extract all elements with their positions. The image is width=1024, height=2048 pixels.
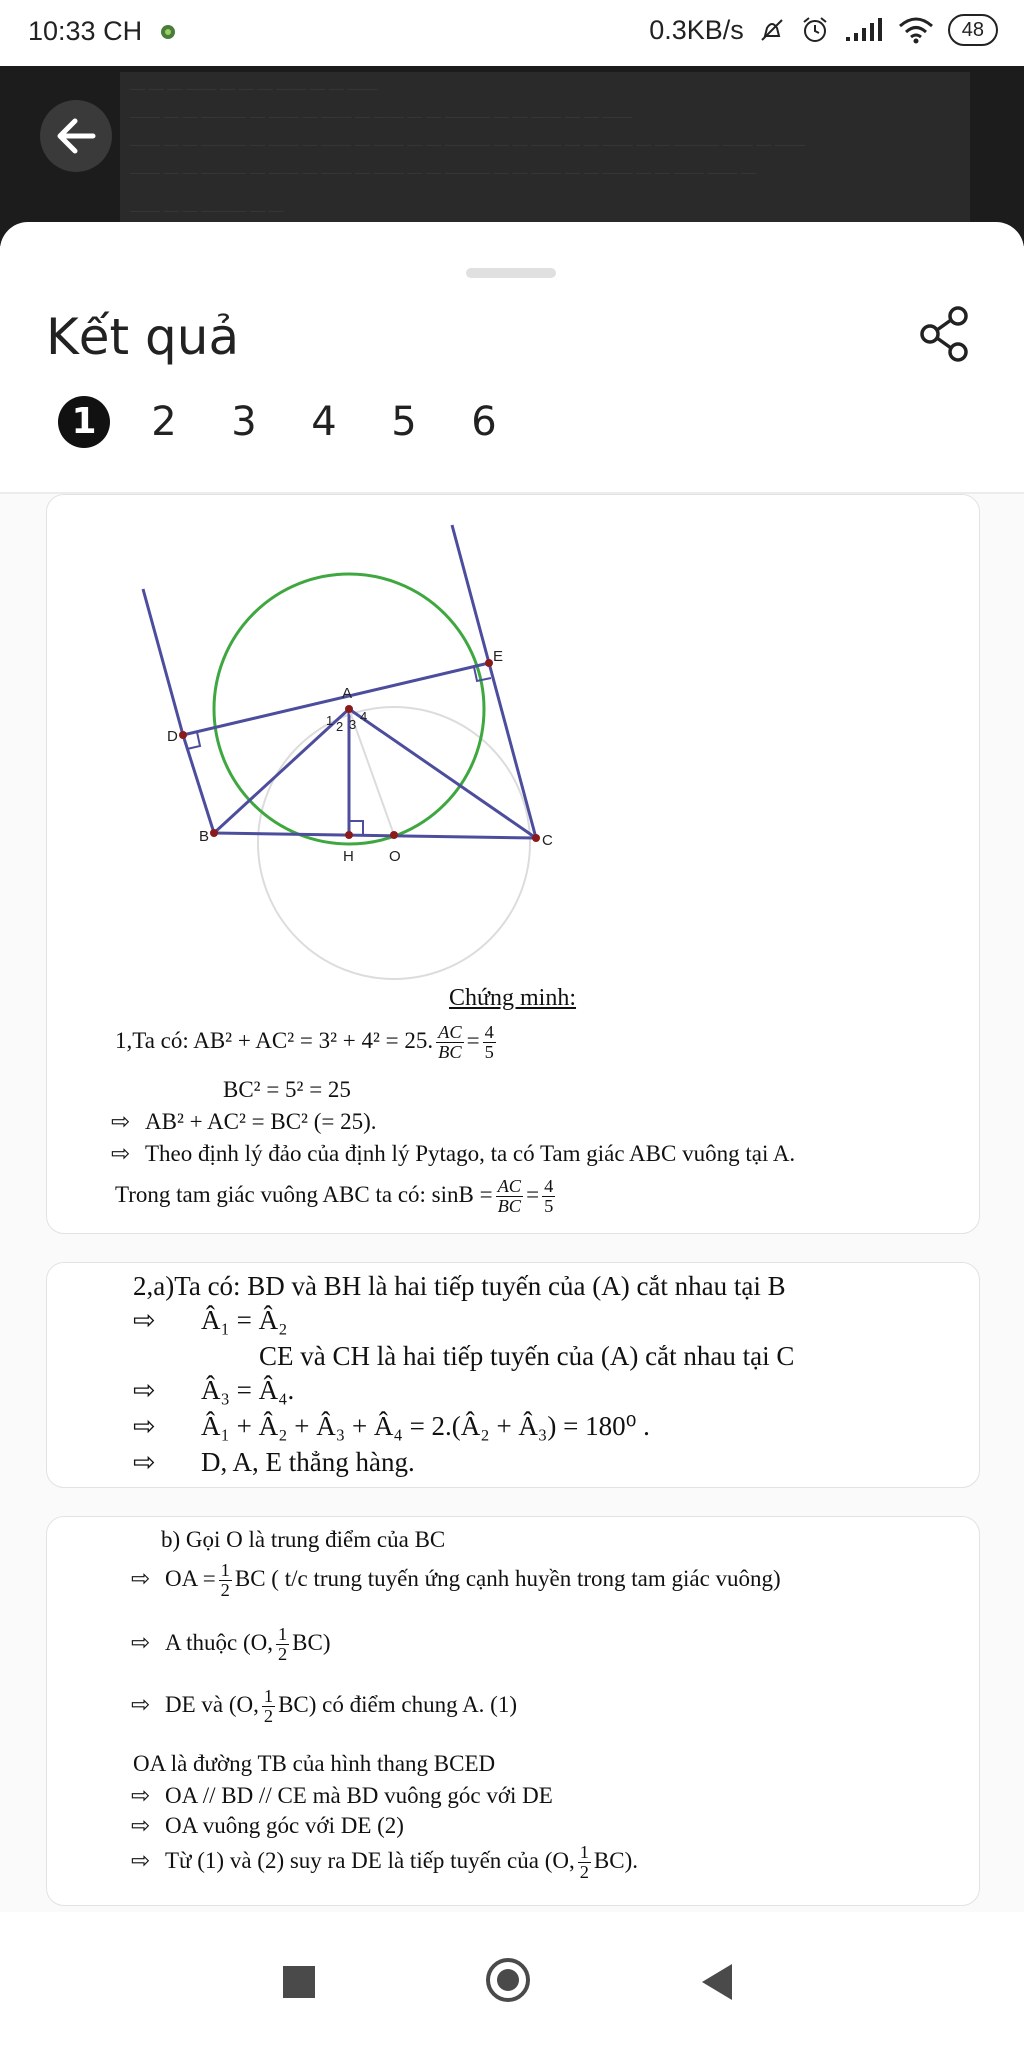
angle-label-2: 2 bbox=[336, 719, 344, 734]
solution-card-2 bbox=[46, 1262, 980, 1488]
arrow-right-icon: ⇨ bbox=[111, 1141, 131, 1166]
part2b-line-7: ⇨ OA vuông góc với DE (2) bbox=[131, 1813, 404, 1838]
arrow-right-icon: ⇨ bbox=[131, 1630, 151, 1656]
arrow-left-icon bbox=[53, 113, 99, 159]
recent-apps-button[interactable] bbox=[283, 1966, 315, 1998]
proof-line-1: 1,Ta có: AB² + AC² = 3² + 4² = 25. $\frac{AC}{BC}$ = $\frac{4}{5}$ bbox=[115, 1022, 494, 1063]
arrow-right-icon: ⇨ bbox=[133, 1305, 156, 1335]
angle-label-4: 4 bbox=[360, 709, 368, 724]
tab-4[interactable]: 4 bbox=[311, 399, 337, 445]
home-button[interactable] bbox=[486, 1958, 530, 2002]
mute-icon bbox=[758, 16, 786, 44]
alarm-icon bbox=[800, 15, 830, 45]
arrow-right-icon: ⇨ bbox=[133, 1447, 156, 1477]
app-notification-icon bbox=[160, 24, 176, 40]
tab-6[interactable]: 6 bbox=[471, 399, 497, 445]
status-time: 10:33 CH bbox=[28, 16, 143, 46]
label-h: H bbox=[343, 848, 354, 865]
result-tabs bbox=[44, 394, 524, 450]
point-e bbox=[485, 659, 493, 667]
fraction-4-5: $\frac{4}{5}$ bbox=[484, 1022, 494, 1063]
proof-heading: Chứng minh: bbox=[449, 985, 577, 1011]
part2b-line-1: b) Gọi O là trung điểm của BC bbox=[161, 1527, 446, 1552]
arrow-right-icon: ⇨ bbox=[131, 1813, 151, 1838]
tab-1[interactable]: 1 bbox=[44, 394, 124, 450]
page-title: Kết quả bbox=[46, 308, 240, 366]
back-button[interactable] bbox=[40, 100, 112, 172]
arrow-right-icon: ⇨ bbox=[131, 1692, 151, 1718]
line-bc bbox=[214, 833, 536, 838]
battery-indicator: 48 bbox=[948, 14, 998, 46]
angle-label-1: 1 bbox=[326, 713, 334, 728]
part2b-line-3: ⇨ A thuộc (O, $\frac{1}{2}$ BC) bbox=[131, 1624, 331, 1665]
tab-2[interactable]: 2 bbox=[151, 399, 177, 445]
part2a-line-2: ⇨ Â₁ = Â₂ bbox=[133, 1305, 288, 1335]
arrow-right-icon: ⇨ bbox=[133, 1375, 156, 1405]
arrow-right-icon: ⇨ bbox=[111, 1109, 131, 1134]
fraction-ac-bc: $\frac{AC}{BC}$ bbox=[438, 1022, 462, 1063]
point-b bbox=[210, 829, 218, 837]
background-document-preview: — — — —— — — — —— — — —— —— — — ——— — —— — —— — —— — — ——— — — —— — — —— —— — — ——— — —— — —— — —— — — ——— — — —— — — —— — — ——— —— — —— —— — — ——— — —— — —— — —— — — ——— — — —— — — —— — — —— —— — —— — — ——— — — bbox=[0, 66, 1024, 246]
point-c bbox=[532, 834, 540, 842]
part2a-line-6: ⇨ D, A, E thẳng hàng. bbox=[133, 1447, 415, 1477]
circle-o bbox=[258, 707, 530, 979]
part2a-line-3: CE và CH là hai tiếp tuyến của (A) cắt nhau tại C bbox=[259, 1341, 795, 1371]
label-a: A bbox=[342, 685, 353, 702]
proof-line-4: ⇨ Theo định lý đảo của định lý Pytago, ta có Tam giác ABC vuông tại A. bbox=[111, 1141, 796, 1166]
part2b-line-5: OA là đường TB của hình thang BCED bbox=[133, 1751, 496, 1776]
arrow-right-icon: ⇨ bbox=[131, 1783, 151, 1808]
point-h bbox=[345, 831, 353, 839]
point-d bbox=[179, 731, 187, 739]
part2a-line-4: ⇨ Â₃ = Â₄. bbox=[133, 1375, 295, 1405]
drag-handle[interactable] bbox=[466, 268, 556, 278]
wifi-icon bbox=[898, 16, 934, 44]
label-d: D bbox=[167, 728, 178, 745]
status-bar bbox=[0, 0, 1024, 66]
arrow-right-icon: ⇨ bbox=[131, 1566, 151, 1592]
arrow-right-icon: ⇨ bbox=[131, 1848, 151, 1874]
label-o: O bbox=[389, 848, 401, 865]
point-a bbox=[345, 705, 353, 713]
geometry-diagram bbox=[87, 511, 553, 991]
point-o bbox=[390, 831, 398, 839]
tab-5[interactable]: 5 bbox=[391, 399, 417, 445]
proof-line-5: Trong tam giác vuông ABC ta có: sinB = $\frac{AC}{BC}$ = $\frac{4}{5}$ bbox=[115, 1176, 554, 1217]
solution-card-1 bbox=[46, 494, 980, 1234]
arrow-right-icon: ⇨ bbox=[133, 1411, 156, 1441]
label-e: E bbox=[493, 648, 504, 665]
status-net-speed: 0.3KB/s bbox=[649, 14, 744, 45]
line-e-ext bbox=[452, 525, 489, 663]
part2b-line-4: ⇨ DE và (O, $\frac{1}{2}$ BC) có điểm chung A. (1) bbox=[131, 1686, 517, 1727]
label-c: C bbox=[542, 832, 553, 849]
tab-3[interactable]: 3 bbox=[231, 399, 257, 445]
share-icon[interactable] bbox=[916, 304, 976, 364]
part2a-line-5: ⇨ Â₁ + Â₂ + Â₃ + Â₄ = 2.(Â₂ + Â₃) = 180⁰ . bbox=[133, 1411, 650, 1441]
part2b-line-8: ⇨ Từ (1) và (2) suy ra DE là tiếp tuyến của (O, $\frac{1}{2}$ BC). bbox=[131, 1842, 639, 1883]
signal-icon bbox=[844, 17, 884, 43]
part2b-line-2: ⇨ OA = $\frac{1}{2}$ BC ( t/c trung tuyến ứng cạnh huyền trong tam giác vuông) bbox=[131, 1560, 781, 1601]
angle-label-3: 3 bbox=[349, 717, 357, 732]
system-nav-bar bbox=[0, 1912, 1024, 2048]
part2a-line-1: 2,a)Ta có: BD và BH là hai tiếp tuyến của (A) cắt nhau tại B bbox=[133, 1271, 786, 1301]
part2b-line-6: ⇨ OA // BD // CE mà BD vuông góc với DE bbox=[131, 1783, 553, 1808]
proof-line-2: BC² = 5² = 25 bbox=[223, 1077, 351, 1102]
proof-line-3: ⇨ AB² + AC² = BC² (= 25). bbox=[111, 1109, 377, 1134]
system-back-button[interactable] bbox=[702, 1964, 732, 2000]
solution-card-3 bbox=[46, 1516, 980, 1906]
results-scroll-area[interactable] bbox=[0, 494, 1024, 1912]
line-d-ext bbox=[143, 589, 183, 735]
label-b: B bbox=[199, 828, 210, 845]
